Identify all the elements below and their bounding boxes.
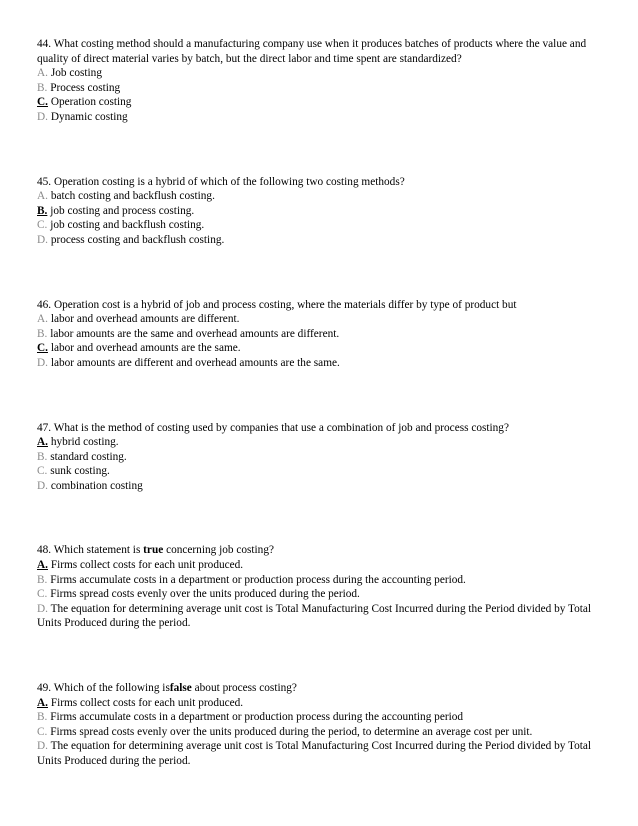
option-text: Dynamic costing xyxy=(50,110,128,123)
option-text: Firms collect costs for each unit produced. xyxy=(50,559,244,572)
option-text: Operation costing xyxy=(50,96,132,109)
option-d xyxy=(37,739,604,768)
question-stem: What costing method should a manufacturing company use when it produces batches of products where the value and quality of direct material varies by batch, but the direct labor and time spent are standardized? xyxy=(37,38,587,65)
question-stem-after: concerning job costing? xyxy=(166,544,274,557)
question-49 xyxy=(37,681,604,769)
option-letter: C. xyxy=(37,219,48,232)
correct-option-letter: B. xyxy=(37,204,48,217)
option-b xyxy=(37,573,604,588)
option-letter: D. xyxy=(37,479,48,492)
option-text: labor and overhead amounts are the same. xyxy=(50,342,241,355)
option-text: Firms collect costs for each unit produced. xyxy=(50,696,244,709)
option-letter: D. xyxy=(37,356,48,369)
question-text xyxy=(37,298,604,313)
option-c xyxy=(37,587,604,602)
question-text xyxy=(37,543,604,558)
option-text: Job costing xyxy=(50,67,102,80)
question-stem: Operation costing is a hybrid of which of the following two costing methods? xyxy=(53,175,405,188)
option-text: Firms accumulate costs in a department or production process during the accounting period xyxy=(50,711,464,724)
correct-option-letter: A. xyxy=(37,436,48,449)
option-text: Firms spread costs evenly over the units produced during the period, to determine an average cost per unit. xyxy=(50,725,533,738)
option-a xyxy=(37,435,604,450)
option-d xyxy=(37,110,604,125)
question-number: 44. xyxy=(37,38,52,50)
question-stem-before: Which of the following is xyxy=(53,682,170,695)
option-d xyxy=(37,233,604,248)
option-b xyxy=(37,450,604,465)
option-text: Firms accumulate costs in a department or production process during the accounting period. xyxy=(50,573,466,586)
option-text: labor and overhead amounts are different. xyxy=(50,313,240,326)
option-text: standard costing. xyxy=(50,450,127,463)
option-text: hybrid costing. xyxy=(50,436,119,449)
option-letter: B. xyxy=(37,711,48,724)
option-text: The equation for determining average unit cost is Total Manufacturing Cost Incurred during the Period divided by Total Units Produced during the period. xyxy=(37,602,592,630)
option-text: combination costing xyxy=(50,479,143,492)
question-stem: What is the method of costing used by companies that use a combination of job and process costing? xyxy=(53,421,509,434)
option-letter: A. xyxy=(37,313,48,326)
option-d xyxy=(37,479,604,494)
option-letter: B. xyxy=(37,573,48,586)
option-text: batch costing and backflush costing. xyxy=(50,190,215,203)
correct-option-letter: A. xyxy=(37,696,48,709)
option-text: job costing and backflush costing. xyxy=(50,219,205,232)
option-text: The equation for determining average unit cost is Total Manufacturing Cost Incurred during the Period divided by Total Units Produced during the period. xyxy=(37,740,592,767)
option-b xyxy=(37,710,604,725)
option-letter: A. xyxy=(37,67,48,80)
correct-option-letter: C. xyxy=(37,96,48,109)
option-letter: D. xyxy=(37,740,48,753)
option-b xyxy=(37,81,604,96)
question-stem-emphasis: true xyxy=(143,544,164,557)
correct-option-letter: C. xyxy=(37,342,48,355)
question-text xyxy=(37,681,604,696)
option-a xyxy=(37,66,604,81)
question-number: 45. xyxy=(37,175,52,188)
question-stem-emphasis: false xyxy=(169,682,192,695)
option-letter: B. xyxy=(37,81,48,94)
option-c xyxy=(37,464,604,479)
option-d xyxy=(37,602,604,631)
question-48 xyxy=(37,543,604,631)
option-text: sunk costing. xyxy=(50,465,110,478)
option-c xyxy=(37,725,604,740)
question-text xyxy=(37,175,604,190)
question-number: 48. xyxy=(37,544,52,557)
option-text: process costing and backflush costing. xyxy=(50,233,225,246)
option-a xyxy=(37,696,604,711)
option-letter: C. xyxy=(37,465,48,478)
option-letter: A. xyxy=(37,190,48,203)
option-text: labor amounts are the same and overhead amounts are different. xyxy=(50,327,340,340)
question-47 xyxy=(37,421,604,494)
question-44 xyxy=(37,37,604,125)
option-text: labor amounts are different and overhead amounts are the same. xyxy=(50,356,340,369)
option-letter: B. xyxy=(37,450,48,463)
option-a xyxy=(37,558,604,573)
option-letter: C. xyxy=(37,725,48,738)
option-text: Firms spread costs evenly over the units produced during the period. xyxy=(50,588,360,601)
question-46 xyxy=(37,298,604,371)
option-c xyxy=(37,218,604,233)
option-b xyxy=(37,204,604,219)
question-text xyxy=(37,421,604,436)
option-c xyxy=(37,95,604,110)
question-number: 47. xyxy=(37,421,52,434)
question-number: 46. xyxy=(37,298,52,311)
option-letter: D. xyxy=(37,110,48,123)
option-text: job costing and process costing. xyxy=(50,204,195,217)
question-45 xyxy=(37,175,604,248)
option-a xyxy=(37,312,604,327)
option-letter: D. xyxy=(37,233,48,246)
option-c xyxy=(37,341,604,356)
option-letter: B. xyxy=(37,327,48,340)
option-text: Process costing xyxy=(50,81,121,94)
question-stem: Operation cost is a hybrid of job and process costing, where the materials differ by type of product but xyxy=(53,298,517,311)
question-text xyxy=(37,37,604,66)
option-d xyxy=(37,356,604,371)
option-a xyxy=(37,189,604,204)
option-letter: D. xyxy=(37,602,48,615)
correct-option-letter: A. xyxy=(37,559,48,572)
option-b xyxy=(37,327,604,342)
question-number: 49. xyxy=(37,682,52,695)
question-stem-after: about process costing? xyxy=(194,682,297,695)
option-letter: C. xyxy=(37,588,48,601)
question-stem-before: Which statement is xyxy=(53,544,141,557)
